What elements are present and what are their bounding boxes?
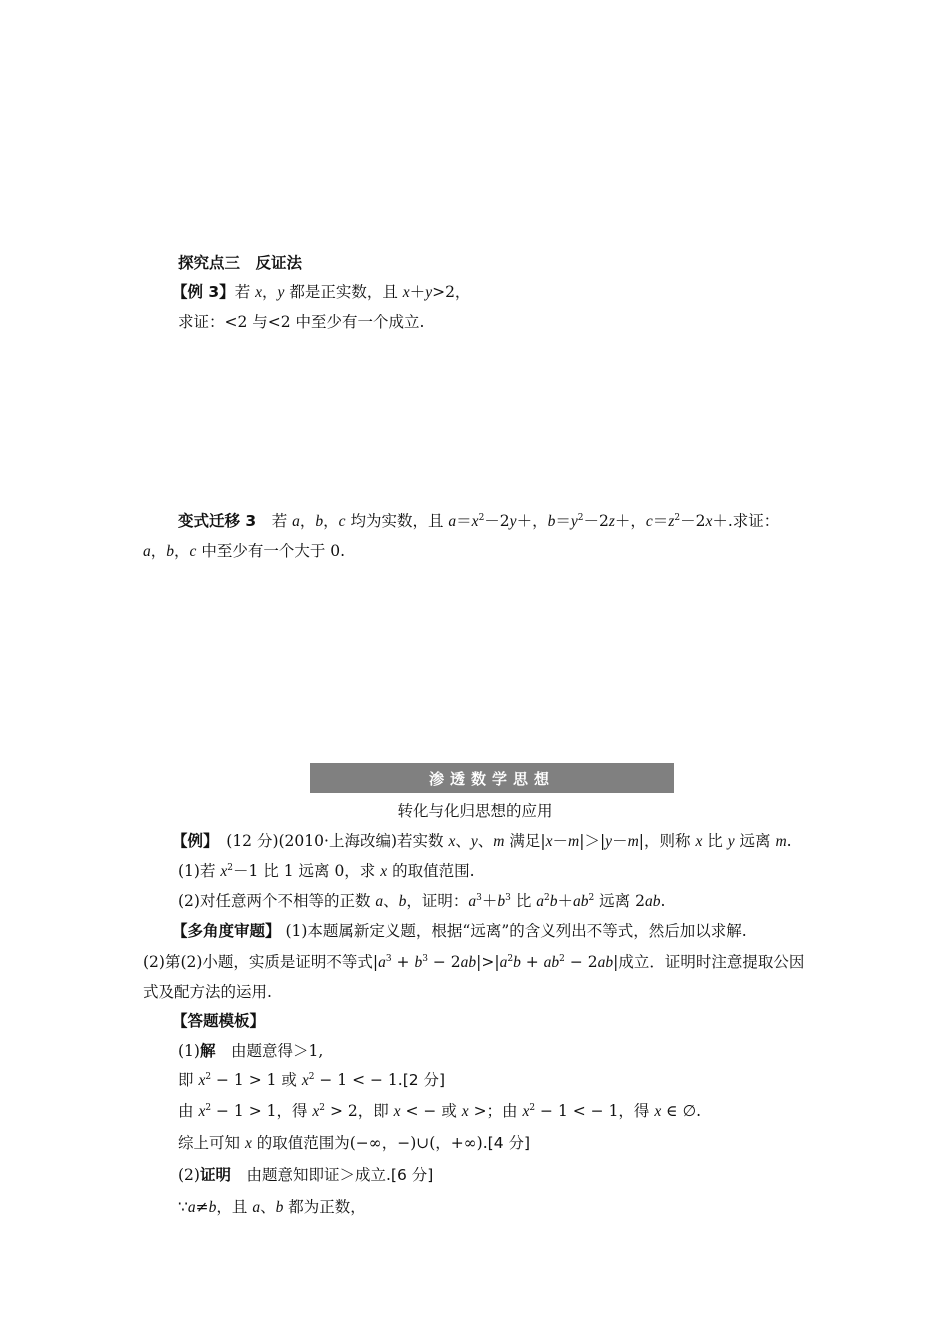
analysis-label: 【多角度审题】: [172, 922, 281, 940]
section-heading: 探究点三 反证法: [178, 254, 303, 272]
solution-step-3: 由 $x^2 - 1 > 1$，得 $x^2 > 2$，即 x < − 或 x >；由 $x^2 - 1$ < − 1，得 x ∈ ∅.: [178, 1102, 702, 1120]
example-3-statement: 【例 3】若 x，y 都是正实数，且 x＋y>2，: [172, 283, 471, 301]
solution-step-4: 综上可知 x 的取值范围为(−∞，−)∪(，+∞).[4 分]: [178, 1134, 531, 1152]
solution-step-6: ∵a≠b，且 a、b 都为正数，: [178, 1198, 366, 1216]
score-marker: [6 分]: [390, 1166, 434, 1184]
solution-step-1: (1)解 由题意得＞1,: [178, 1042, 324, 1060]
template-label: 【答题模板】: [172, 1012, 266, 1030]
section-banner: 渗透数学思想: [310, 763, 674, 793]
solution-step-2: 即 $x^2 - 1 > 1$ 或 $x^2 - 1$ < − 1.[2 分]: [178, 1071, 446, 1089]
question-1: (1)若 $x^2-1$ 比 1 远离 0，求 x 的取值范围.: [178, 862, 475, 880]
subtitle: 转化与化归思想的应用: [397, 802, 553, 820]
variant-3-line2: a，b，c 中至少有一个大于 0.: [143, 542, 346, 560]
variant-3-label: 变式迁移 3: [178, 512, 257, 530]
example-label: 【例】: [172, 832, 211, 850]
analysis-line2: (2)第(2)小题，实质是证明不等式$|a^3 + b^3 - 2ab|>|a^2b + ab^2 - 2ab|$成立．证明时注意提取公因: [143, 953, 805, 971]
example-3-prove: 求证：<2 与<2 中至少有一个成立.: [178, 313, 425, 331]
example-statement: 【例】 (12 分)(2010·上海改编)若实数 x、y、m 满足|x－m|＞|y－m|，则称 x 比 y 远离 m.: [172, 832, 792, 850]
variant-3-line1: 变式迁移 3 若 a，b，c 均为实数，且 $a=x^2-2y+$，$b=y^2-2z+$，$c=z^2-2x+$.求证：: [178, 512, 780, 530]
analysis-line1: 【多角度审题】 (1)本题属新定义题，根据“远离”的含义列出不等式，然后加以求解.: [172, 922, 747, 940]
score-marker: [2 分]: [402, 1071, 446, 1089]
example-3-label: 【例 3】: [172, 283, 235, 301]
solution-step-5: (2)证明 由题意知即证＞成立.[6 分]: [178, 1166, 434, 1184]
question-2: (2)对任意两个不相等的正数 a、b，证明：$a^3+b^3$ 比 $a^2b+ab^2$ 远离 2ab.: [178, 892, 666, 910]
analysis-line3: 式及配方法的运用.: [143, 983, 272, 1001]
score-marker: [4 分]: [487, 1134, 531, 1152]
